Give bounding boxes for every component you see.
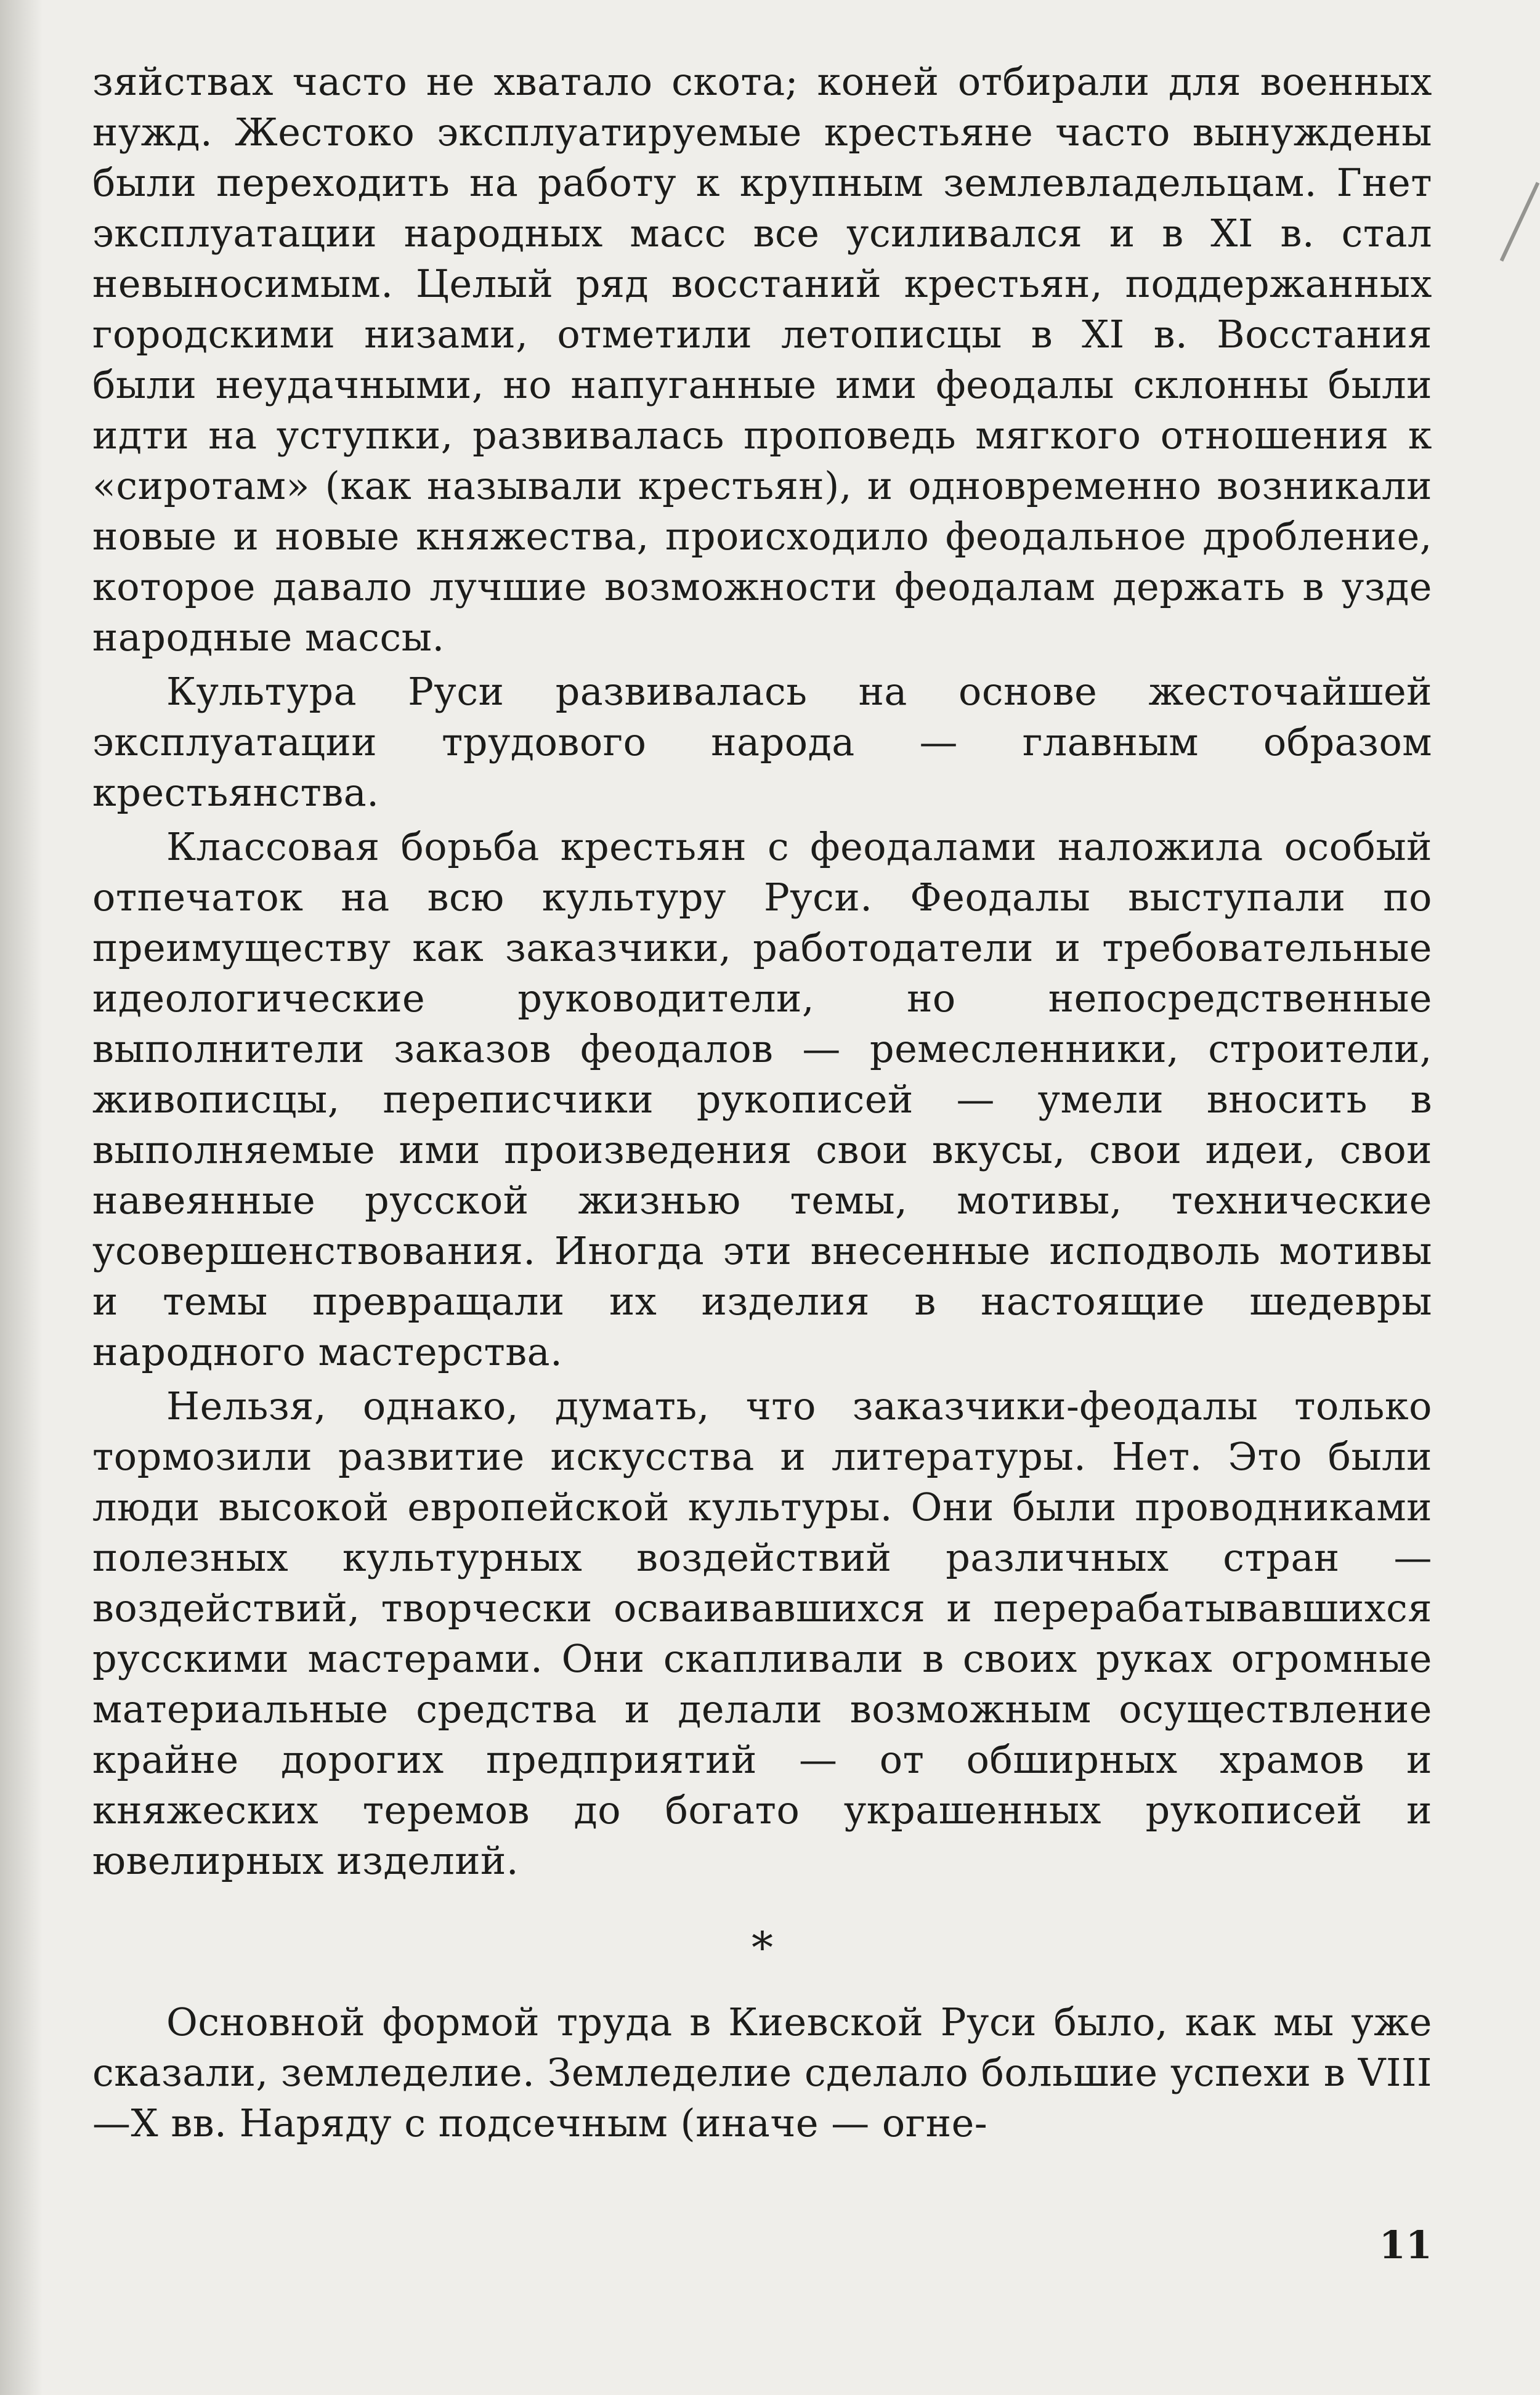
paragraph-2: Культура Руси развивалась на основе жесточайшей эксплуатации трудового народа — главным образом крестьянства.: [92, 669, 1432, 815]
paragraph-3: Классовая борьба крестьян с феодалами наложила особый отпечаток на всю культуру Руси. Феодалы выступали по преимуществу как заказчики, работодатели и требовательные идеологические руководители, но непосредственные выполнители заказов феодалов — ремесленники, строители, живописцы, переписчики рукописей — умели вносить в выполняемые ими произведения свои вкусы, свои идеи, свои навеянные русской жизнью темы, мотивы, технические усовершенствования. Иногда эти внесенные исподволь мотивы и темы превращали их изделия в настоящие шедевры народного мастерства.: [92, 824, 1432, 1374]
paragraph-5: Основной формой труда в Киевской Руси было, как мы уже сказали, земледелие. Земледелие сделало большие успехи в VIII—X вв. Наряду с подсечным (иначе — огне-: [92, 2000, 1432, 2146]
pencil-mark: [1500, 182, 1540, 261]
paragraph-1: зяйствах часто не хватало скота; коней отбирали для военных нужд. Жестоко эксплуатируемые крестьяне часто вынуждены были переходить на работу к крупным землевладельцам. Гнет эксплуатации народных масс все усиливался и в XI в. стал невыносимым. Целый ряд восстаний крестьян, поддержанных городскими низами, отметили летописцы в XI в. Восстания были неудачными, но напуганные ими феодалы склонны были идти на уступки, развивалась проповедь мягкого отношения к «сиротам» (как называли крестьян), и одновременно возникали новые и новые княжества, происходило феодальное дробление, которое давало лучшие возможности феодалам держать в узде народные массы.: [92, 59, 1432, 660]
text-body: [92, 57, 1432, 2149]
section-separator: *: [752, 1923, 773, 1973]
page-edge-shadow: [0, 0, 43, 2395]
page-number: 11: [1379, 2223, 1432, 2267]
paragraph-4: Нельзя, однако, думать, что заказчики-феодалы только тормозили развитие искусства и литературы. Нет. Это были люди высокой европейской культуры. Они были проводниками полезных культурных воздействий различных стран — воздействий, творчески осваивавшихся и перерабатывавшихся русскими мастерами. Они скапливали в своих руках огромные материальные средства и делали возможным осуществление крайне дорогих предприятий — от обширных храмов и княжеских теремов до богато украшенных рукописей и ювелирных изделий.: [92, 1384, 1432, 1883]
